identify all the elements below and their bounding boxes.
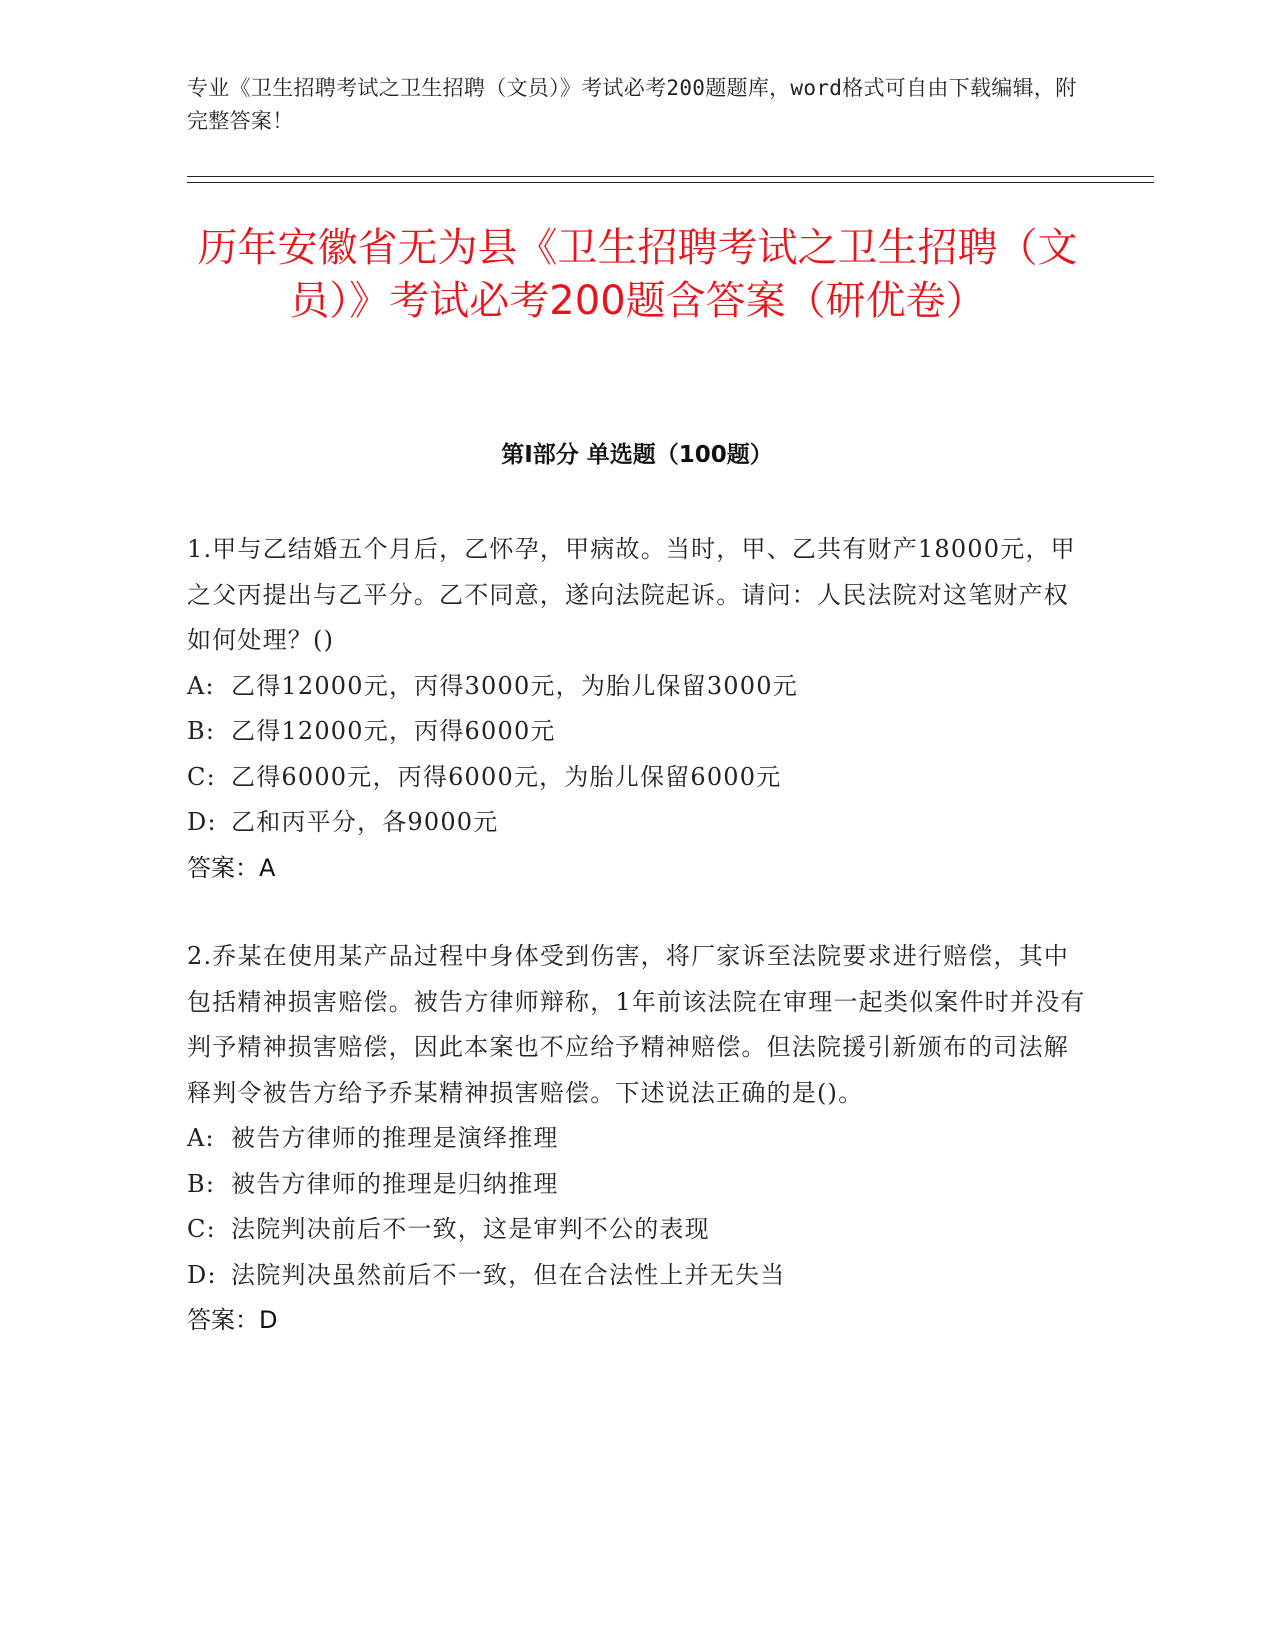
- option-letter: A:: [187, 1124, 215, 1152]
- option-letter: D:: [187, 808, 217, 836]
- option-letter: C:: [187, 1215, 216, 1243]
- option-d: [187, 800, 1087, 846]
- option-text: 被告方律师的推理是演绎推理: [231, 1124, 559, 1152]
- option-text: 法院判决虽然前后不一致，但在合法性上并无失当: [231, 1260, 786, 1289]
- option-text: 乙得12000元，丙得3000元，为胎儿保留3000元: [231, 671, 798, 700]
- option-letter: D:: [187, 1260, 217, 1289]
- header-divider-bottom: [187, 182, 1154, 183]
- option-letter: A:: [187, 671, 215, 700]
- option-c: [187, 755, 1087, 801]
- header-divider-top: [187, 176, 1154, 177]
- option-letter: B:: [187, 1169, 216, 1198]
- option-text: 被告方律师的推理是归纳推理: [231, 1169, 559, 1198]
- question-stem: 1.甲与乙结婚五个月后，乙怀孕，甲病故。当时，甲、乙共有财产18000元，甲之父丙提出与乙平分。乙不同意，遂向法院起诉。请问：人民法院对这笔财产权如何处理？(): [187, 535, 1076, 654]
- option-text: 乙和丙平分，各9000元: [231, 808, 499, 836]
- option-c: [187, 1207, 1087, 1253]
- question-1: [187, 527, 1087, 891]
- option-d: [187, 1253, 1087, 1299]
- option-b: [187, 709, 1087, 755]
- option-letter: B:: [187, 717, 216, 745]
- question-stem: 2.乔某在使用某产品过程中身体受到伤害，将厂家诉至法院要求进行赔偿，其中包括精神损害赔偿。被告方律师辩称，1年前该法院在审理一起类似案件时并没有判予精神损害赔偿，因此本案也不应给予精神赔偿。但法院援引新颁布的司法解释判令被告方给予乔某精神损害赔偿。下述说法正确的是()。: [187, 942, 1086, 1107]
- option-a: [187, 1116, 1087, 1162]
- option-text: 乙得12000元，丙得6000元: [231, 717, 556, 745]
- question-2: [187, 934, 1087, 1343]
- answer: 答案：A: [187, 853, 276, 882]
- document-title: 历年安徽省无为县《卫生招聘考试之卫生招聘（文员）》考试必考200题含答案（研优卷）: [197, 225, 1078, 324]
- answer: 答案：D: [187, 1306, 278, 1334]
- option-text: 乙得6000元，丙得6000元，为胎儿保留6000元: [231, 762, 782, 791]
- option-letter: C:: [187, 762, 216, 791]
- option-b: [187, 1162, 1087, 1208]
- section-title: 第I部分 单选题（100题）: [501, 442, 773, 468]
- header-note: 专业《卫生招聘考试之卫生招聘（文员）》考试必考200题题库，word格式可自由下载编辑，附完整答案！: [187, 76, 1077, 133]
- option-a: [187, 664, 1087, 710]
- option-text: 法院判决前后不一致，这是审判不公的表现: [231, 1215, 710, 1243]
